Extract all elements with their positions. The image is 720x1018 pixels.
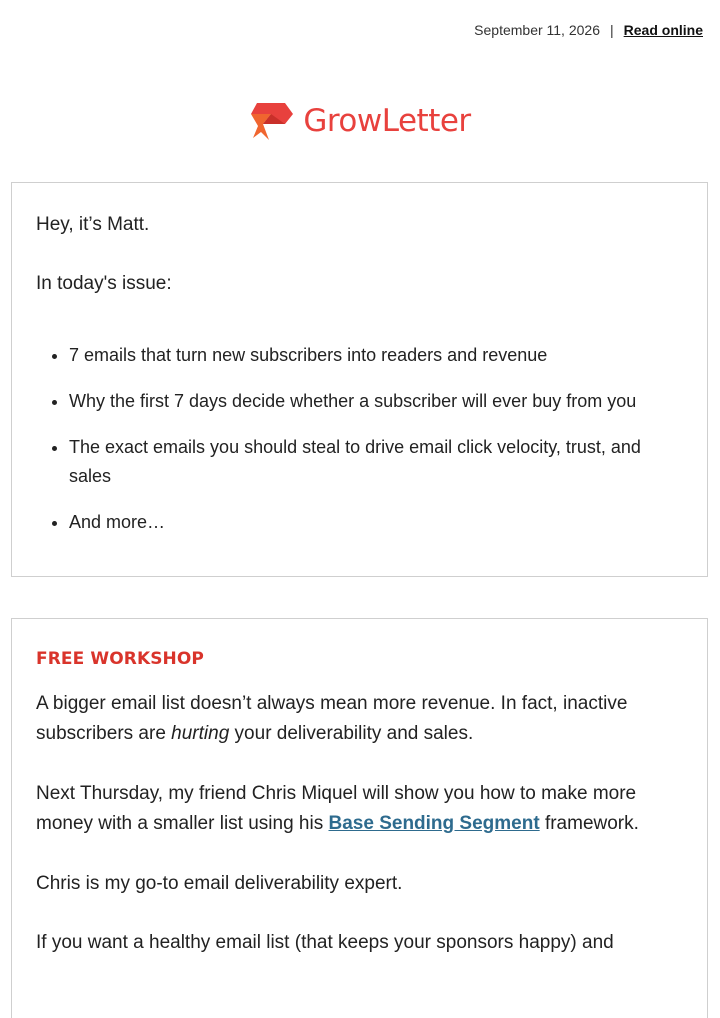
issue-lead: In today's issue: xyxy=(36,273,172,294)
workshop-card xyxy=(11,618,708,1018)
header-meta xyxy=(474,22,703,38)
text-segment: your deliverability and sales. xyxy=(229,723,474,744)
header-separator: | xyxy=(610,22,614,38)
list-item: • 7 emails that turn new subscribers into readers and revenue xyxy=(69,341,687,370)
list-item: • Why the first 7 days decide whether a subscriber will ever buy from you xyxy=(69,387,687,416)
list-item: • The exact emails you should steal to drive email click velocity, trust, and sales xyxy=(69,433,687,491)
issue-list xyxy=(34,341,687,554)
text-segment: A bigger email list doesn’t always mean more revenue. In fact, inactive subscribers are xyxy=(36,693,628,744)
base-sending-segment-link[interactable]: Base Sending Segment xyxy=(328,813,540,834)
intro-card xyxy=(11,182,708,577)
read-online-link[interactable]: Read online xyxy=(623,22,703,38)
issue-date: September 11, 2026 xyxy=(474,22,600,38)
text-segment: Next Thursday, my friend Chris Miquel will show you how to make more money with a smaller list using his xyxy=(36,783,637,834)
greeting: Hey, it’s Matt. xyxy=(36,214,150,235)
workshop-paragraph-4: If you want a healthy email list (that keeps your sponsors happy) and xyxy=(36,932,614,953)
emphasis-text: hurting xyxy=(171,723,230,744)
workshop-paragraph-3: Chris is my go-to email deliverability expert. xyxy=(36,873,403,894)
brand-name: GrowLetter xyxy=(303,102,471,139)
brand-logo[interactable] xyxy=(0,100,720,142)
workshop-paragraph-1 xyxy=(36,689,687,749)
list-item: • And more… xyxy=(69,508,687,537)
text-segment: framework. xyxy=(539,813,639,834)
workshop-tag: FREE WORKSHOP xyxy=(36,649,204,669)
workshop-paragraph-2 xyxy=(36,779,687,839)
growletter-logo-icon xyxy=(249,100,295,142)
